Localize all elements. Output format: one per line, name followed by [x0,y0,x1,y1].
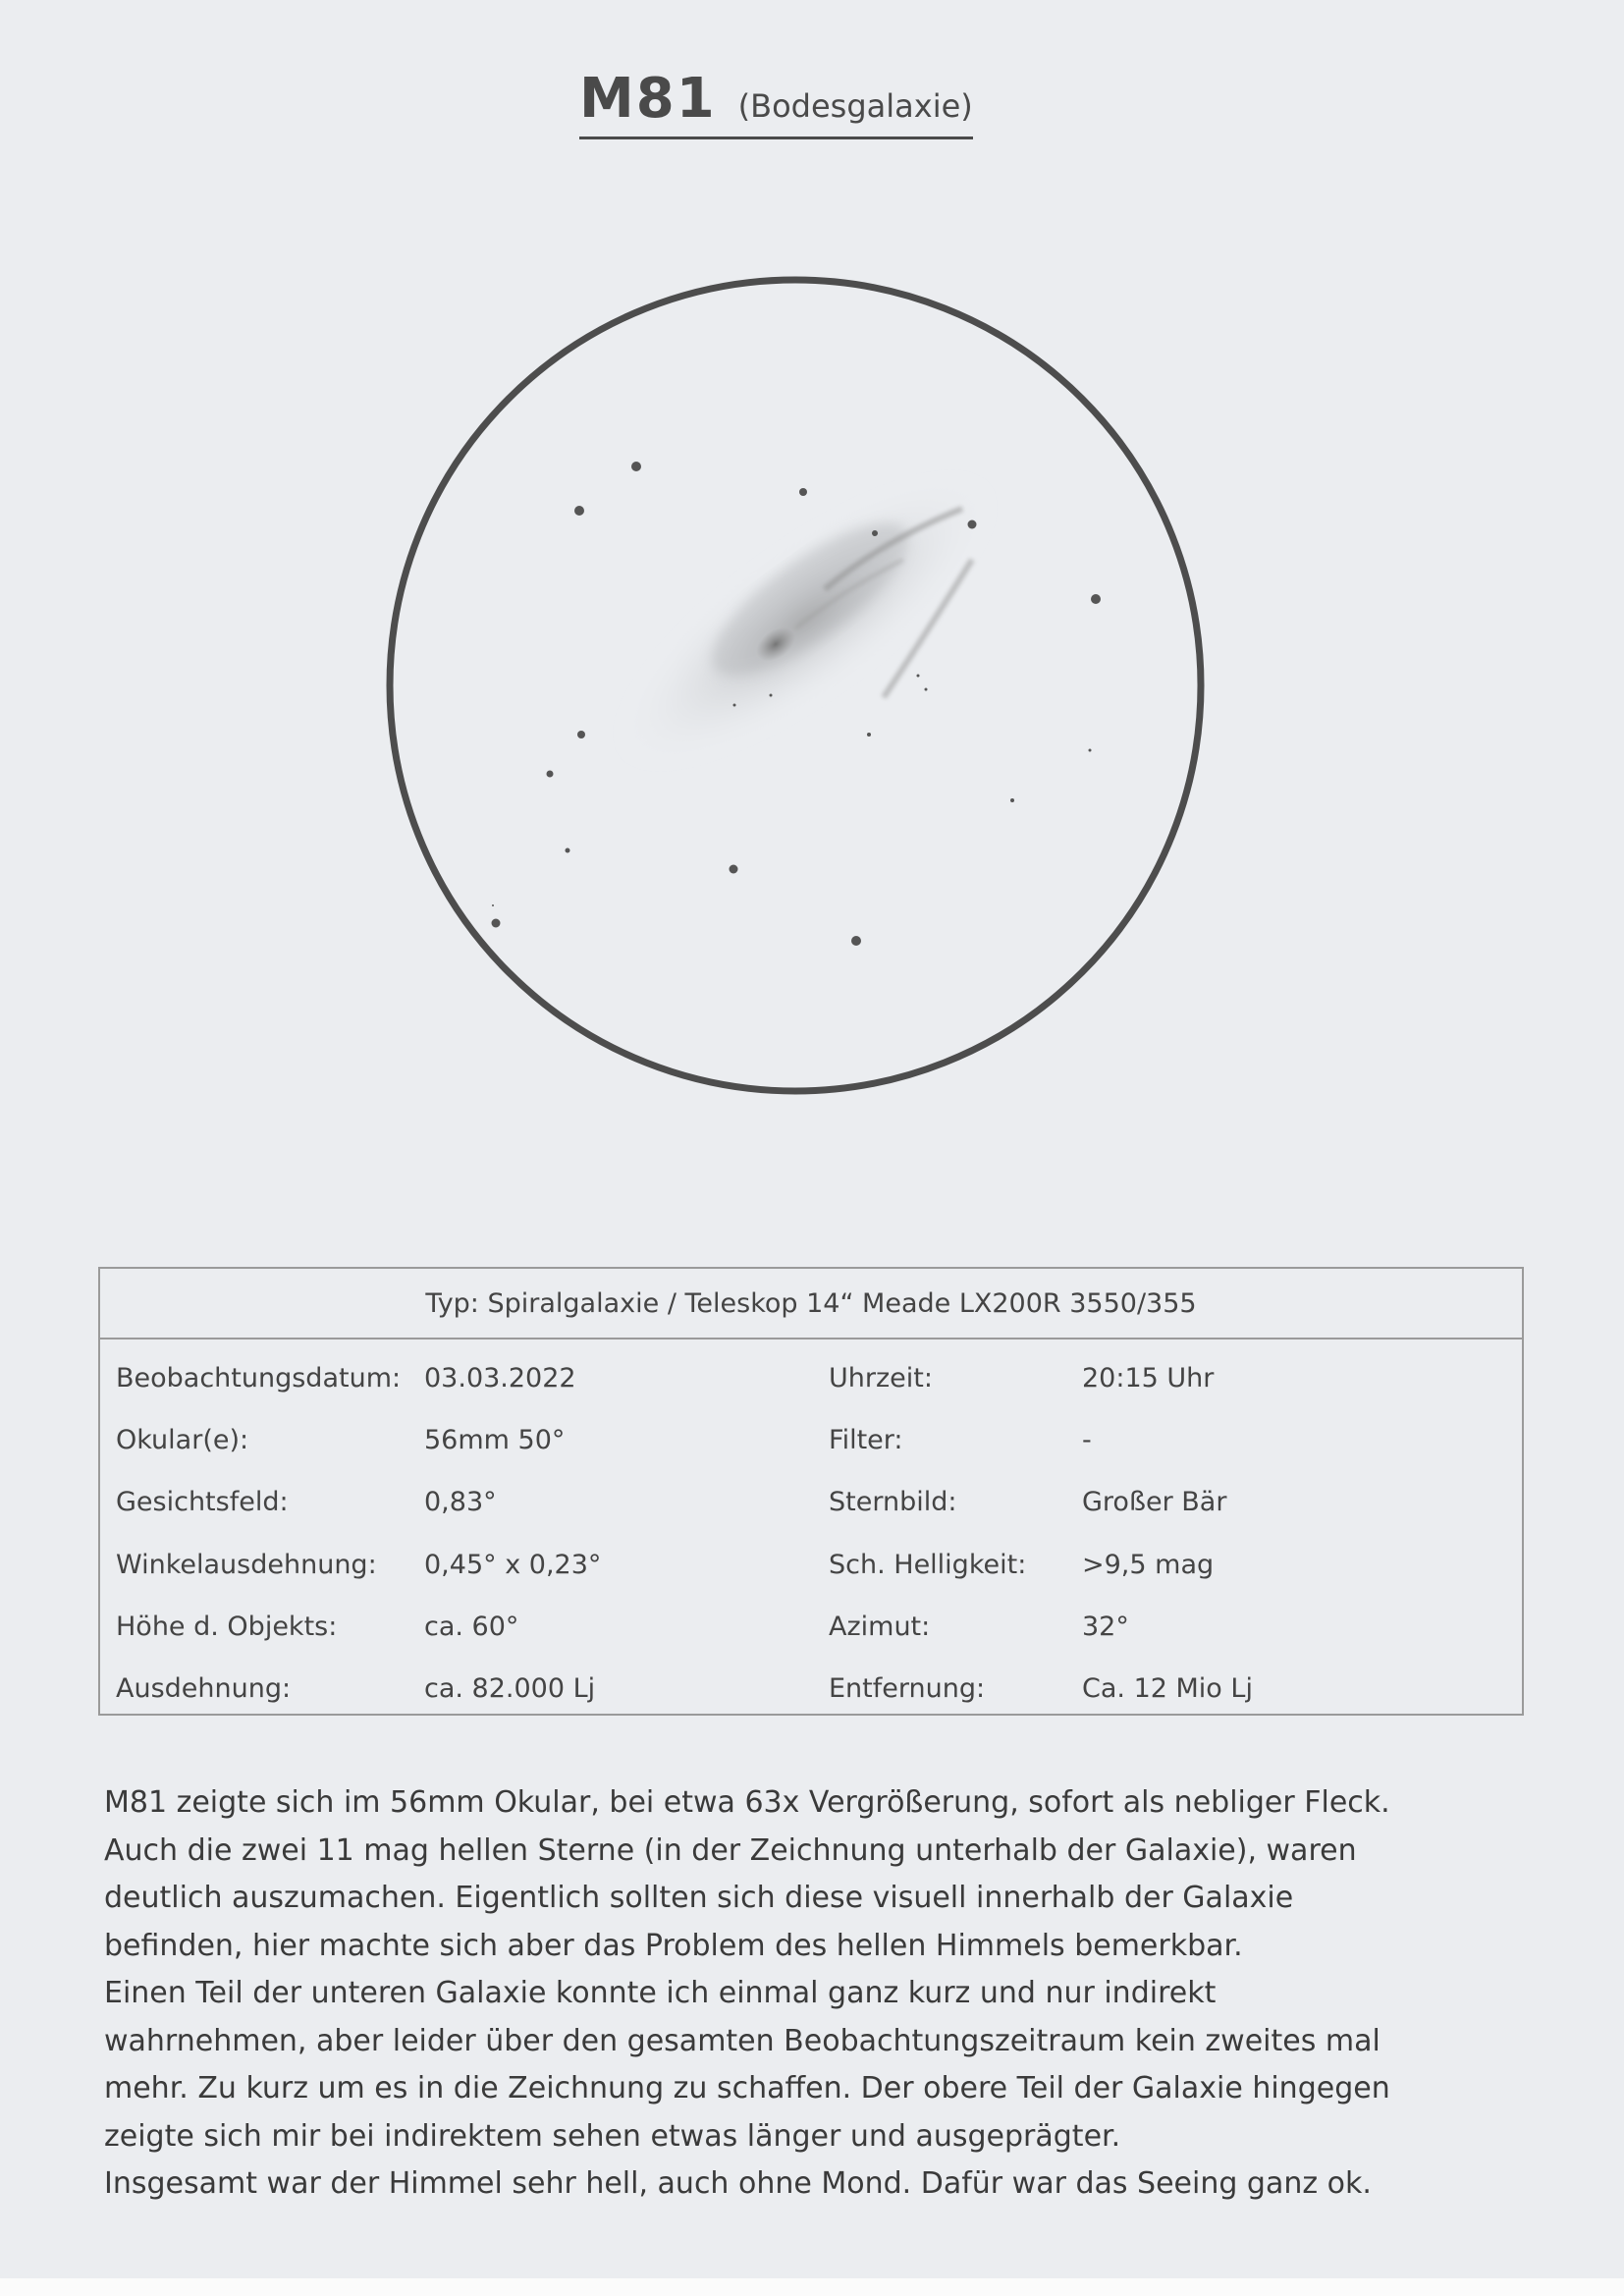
row-label: Filter: [829,1425,903,1455]
star [566,848,570,853]
star [1089,749,1092,752]
notes-line: M81 zeigte sich im 56mm Okular, bei etwa 63x Vergrößerung, sofort als nebliger Fleck. [104,1785,1390,1820]
table-row [100,1612,1522,1651]
notes-line: mehr. Zu kurz um es in die Zeichnung zu schaffen. Der obere Teil der Galaxie hingegen [104,2071,1390,2105]
row-label: Sternbild: [829,1487,957,1517]
row-value: 32° [1082,1612,1129,1642]
galaxy-m81 [579,428,1031,813]
row-label: Beobachtungsdatum: [116,1363,402,1394]
row-value: ca. 60° [424,1612,519,1642]
star [925,688,928,691]
row-value: 56mm 50° [424,1425,566,1455]
row-value: 0,83° [424,1487,497,1517]
row-value: Großer Bär [1082,1487,1227,1517]
scan-edge [0,2278,1624,2296]
row-value: >9,5 mag [1082,1550,1215,1580]
notes-line: befinden, hier machte sich aber das Problem des hellen Himmels bemerkbar. [104,1928,1243,1963]
page-title [579,67,973,139]
notes-line: wahrnehmen, aber leider über den gesamten Beobachtungszeitraum kein zweites mal [104,2023,1380,2058]
row-label: Ausdehnung: [116,1673,292,1704]
star [799,488,807,496]
row-label: Entfernung: [829,1673,986,1704]
table-row [100,1550,1522,1589]
row-value: 0,45° x 0,23° [424,1550,602,1580]
star [1010,798,1014,802]
notes-line: zeigte sich mir bei indirektem sehen etwas länger und ausgeprägter. [104,2118,1121,2154]
row-value: 03.03.2022 [424,1363,576,1394]
notes-line: Auch die zwei 11 mag hellen Sterne (in der Zeichnung unterhalb der Galaxie), waren [104,1832,1357,1868]
notes-line: deutlich auszumachen. Eigentlich sollten sich diese visuell innerhalb der Galaxie [104,1881,1294,1915]
star [872,530,878,536]
row-label: Uhrzeit: [829,1363,933,1394]
notes-line: Einen Teil der unteren Galaxie konnte ich einmal ganz kurz und nur indirekt [104,1976,1217,2010]
table-header: Typ: Spiralgalaxie / Teleskop 14“ Meade LX200R 3550/355 [100,1269,1522,1339]
star [492,919,501,928]
table-row [100,1673,1522,1713]
star [547,771,554,778]
observation-table [98,1267,1524,1716]
table-row [100,1363,1522,1402]
row-label: Winkelausdehnung: [116,1550,377,1580]
star [770,694,773,697]
row-value: - [1082,1425,1092,1455]
star [574,506,584,516]
star [1091,594,1101,604]
row-label: Azimut: [829,1612,931,1642]
row-value: Ca. 12 Mio Lj [1082,1673,1253,1704]
row-label: Okular(e): [116,1425,249,1455]
star [492,904,494,906]
notes-line: Insgesamt war der Himmel sehr hell, auch ohne Mond. Dafür war das Seeing ganz ok. [104,2166,1372,2201]
eyepiece-sketch [373,265,1218,1110]
title-main: M81 [579,67,717,131]
star [730,865,738,874]
row-value: 20:15 Uhr [1082,1363,1215,1394]
star [733,704,736,707]
star [577,731,585,738]
table-row [100,1425,1522,1464]
star [867,733,871,737]
star [631,462,641,471]
table-row [100,1487,1522,1526]
star [917,675,920,678]
row-label: Höhe d. Objekts: [116,1612,338,1642]
title-subtitle: (Bodesgalaxie) [737,87,973,125]
row-label: Gesichtsfeld: [116,1487,289,1517]
star [851,936,861,946]
row-label: Sch. Helligkeit: [829,1550,1027,1580]
star [968,520,977,529]
observation-notes [104,1779,1538,2209]
row-value: ca. 82.000 Lj [424,1673,596,1704]
